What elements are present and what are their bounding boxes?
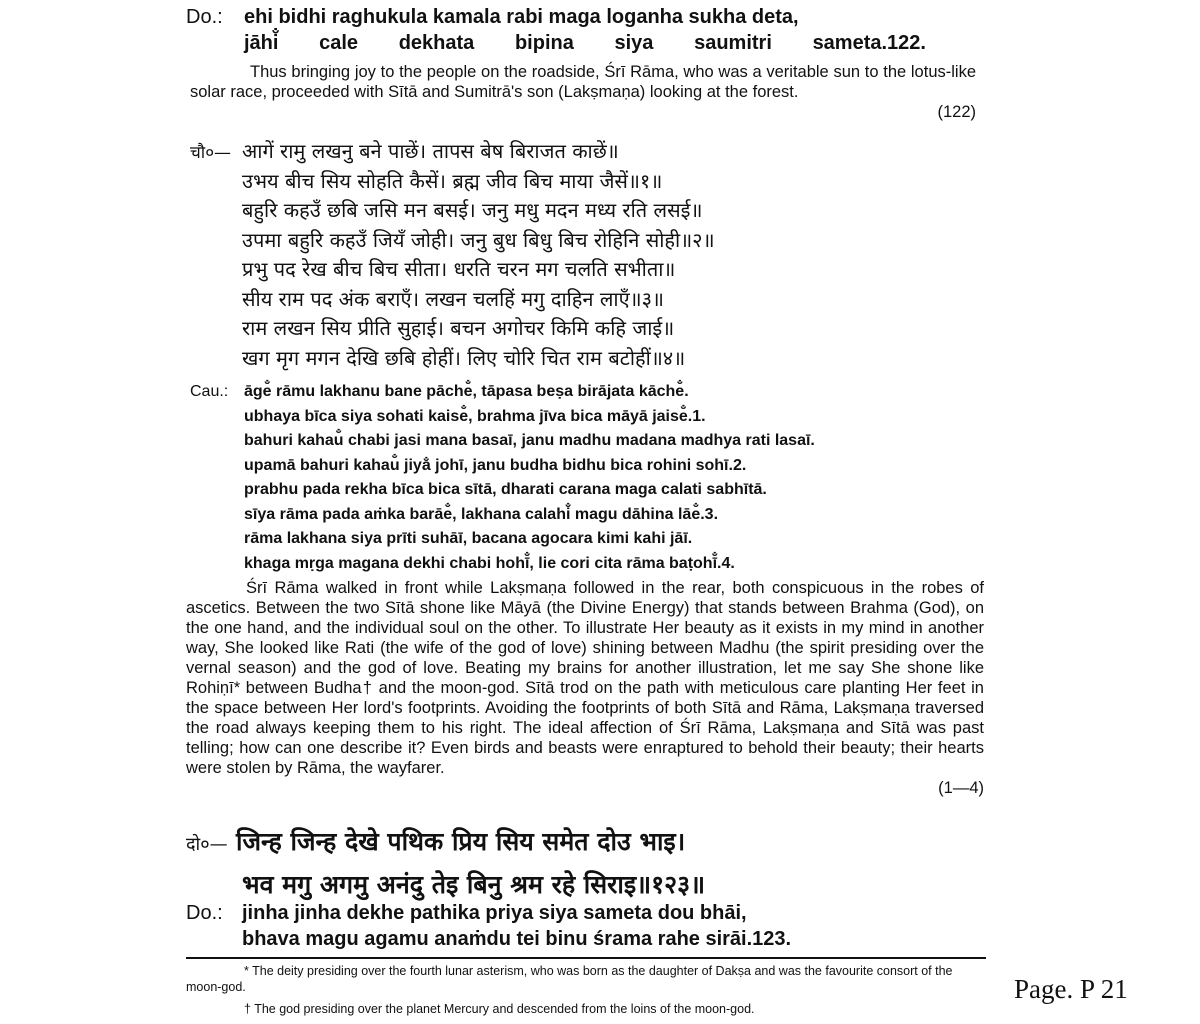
footnote: * The deity presiding over the fourth lunar asterism, who was born as the daughter of Dakṣa and was the favourite consort of the moon-god. (186, 964, 953, 994)
verse-line: ubhaya bīca siya sohati kaise̐, brahma jīva bica māyā jaise̐.1. (244, 407, 706, 425)
verse-line: bahuri kahau̐ chabi jasi mana basaī, janu madhu madana madhya rati lasaī. (244, 432, 815, 449)
verse-label: Do.: (186, 902, 223, 924)
page-number: Page. P 21 (1014, 974, 1128, 1004)
doha-roman-bottom (186, 900, 946, 952)
verse-label: Do.: (186, 6, 223, 28)
verse-line: सीय राम पद अंक बराएँ। लखन चलहिं मगु दाहिन लाएँ॥३॥ (242, 286, 665, 311)
doha-line-2: भव मगु अगमु अनंदु तेइ बिनु श्रम रहे सिराइ॥१२३॥ (242, 870, 706, 899)
verse-line: बहुरि कहउँ छबि जसि मन बसई। जनु मधु मदन मध्य रति लसई॥ (242, 198, 703, 222)
doha-line-1: दो०— जिन्ह जिन्ह देखे पथिक प्रिय सिय समेत दोउ भाइ। (186, 822, 946, 865)
footnote: † The god presiding over the planet Mercury and descended from the loins of the moon-god. (244, 1002, 755, 1016)
verse-label: Cau.: (190, 383, 229, 400)
verse-line: उभय बीच सिय सोहति कैसें। ब्रह्म जीव बिच माया जैसें॥१॥ (242, 168, 663, 193)
verse-line: rāma lakhana siya prīti suhāī, bacana agocara kimi kahi jāī. (244, 530, 693, 547)
verse-line: khaga mṛga magana dekhi chabi hohī̐, lie cori cita rāma baṭohī̐.4. (244, 554, 735, 572)
doha-roman-top (186, 4, 926, 56)
doha-line-2: bhava magu agamu anaṁdu tei binu śrama rahe sirāi.123. (242, 928, 792, 950)
doha-devanagari (186, 822, 946, 905)
footnotes (186, 963, 986, 1017)
verse-line: प्रभु पद रेख बीच बिच सीता। धरति चरन मग चलति सभीता॥ (242, 257, 676, 281)
doha-line-1: Do.: jinha jinha dekhe pathika priya siya sameta dou bhāi, (186, 902, 747, 924)
doha-translation: Thus bringing joy to the people on the roadside, Śrī Rāma, who was a veritable sun to the lotus-like solar race, proceeded with Sītā and Sumitrā's son (Lakṣmaṇa) looking at the forest. (122) (190, 63, 976, 121)
verse-line: sīya rāma pada aṁka barāe̐, lakhana calahi̐ magu dāhina lāe̐.3. (244, 505, 719, 523)
verse-line: खग मृग मगन देखि छबि होहीं। लिए चोरि चित राम बटोहीं॥४॥ (242, 345, 686, 370)
verse-line: उपमा बहुरि कहउँ जियँ जोही। जनु बुध बिधु बिच रोहिनि सोही॥२॥ (242, 227, 715, 252)
verse-line: Cau.: āge̐ rāmu lakhanu bane pāche̐, tāpasa beṣa birājata kāche̐. (190, 381, 930, 406)
verse-line: prabhu pada rekha bīca bica sītā, dharati carana maga calati sabhītā. (244, 481, 767, 498)
doha-line-2: jāhi̐ cale dekhata bipina siya saumitri sameta.122. (244, 32, 926, 54)
chaupai-roman (190, 381, 930, 577)
chaupai-translation: Śrī Rāma walked in front while Lakṣmaṇa followed in the rear, both conspicuous in the robes of ascetics. Between the two Sītā shone like Māyā (the Divine Energy) that stands between Brahma (God), on the one hand, and the individual soul on the other. To illustrate Her beauty as it exists in my mind in another way, She looked like Rati (the wife of the god of love) shining between Madhu (the spirit presiding over the vernal season) and the god of love. Beating my brains for another illustration, let me say She shone like Rohiṇī* between Budha† and the moon-god. Sītā trod on the path with meticulous care planting Her feet in the space between Her lord's footprints. Avoiding the footprints of both Sītā and Rāma, Lakṣmaṇa traversed the road always keeping them to his right. The ideal affection of Śrī Rāma, Lakṣmaṇa and Sītā was past telling; how can one describe it? Even birds and beasts were enraptured to behold their beauty; their hearts were stolen by Rāma, the wayfarer. (1—4) (186, 579, 984, 797)
verse-reference: (1—4) (938, 779, 984, 797)
footnote-divider (186, 957, 986, 959)
verse-label: दो०— (186, 834, 228, 855)
verse-line: upamā bahuri kahau̐ jiya̐ johī, janu budha bidhu bica rohini sohī.2. (244, 456, 747, 474)
verse-line: चौ०— आगें रामु लखनु बने पाछें। तापस बेष बिराजत काछें॥ (190, 139, 619, 163)
chaupai-devanagari (190, 137, 930, 373)
verse-label: चौ०— (190, 143, 232, 163)
doha-line-1: Do.: ehi bidhi raghukula kamala rabi maga loganha sukha deta, (186, 6, 799, 28)
verse-reference: (122) (937, 103, 976, 121)
verse-line: राम लखन सिय प्रीति सुहाई। बचन अगोचर किमि कहि जाई॥ (242, 316, 675, 340)
